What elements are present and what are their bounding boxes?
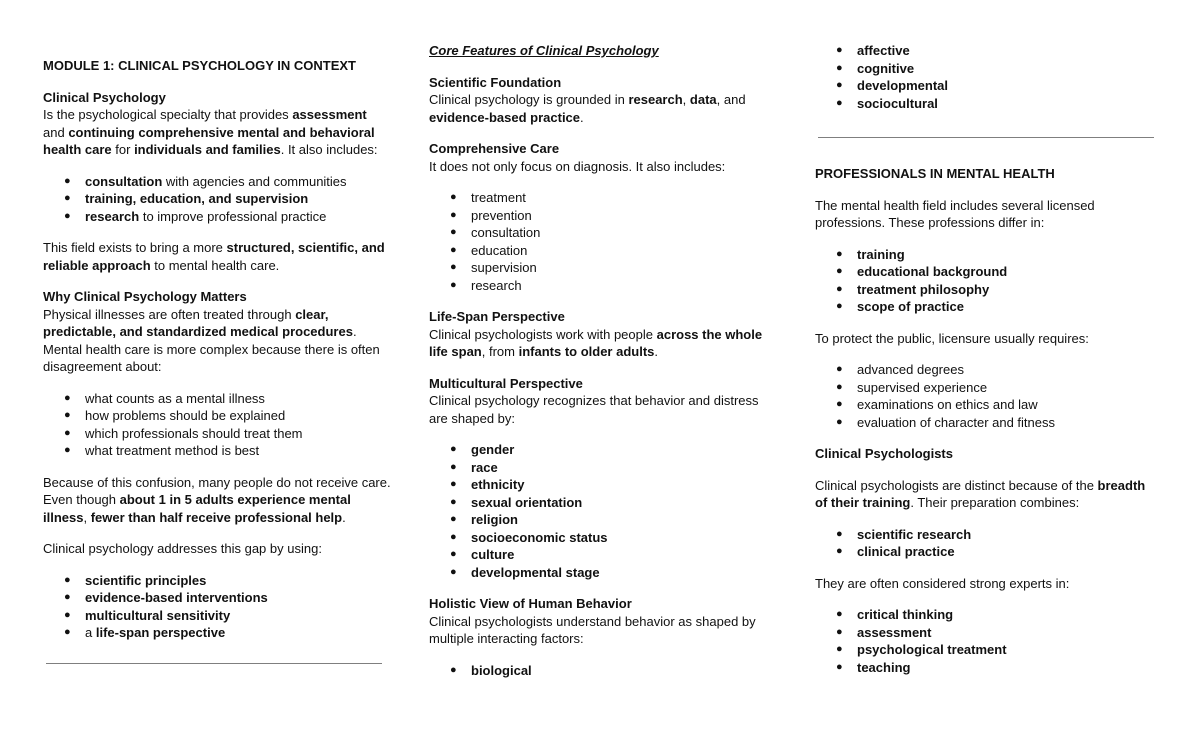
experts-list (815, 606, 1160, 676)
text-run: , and (716, 92, 746, 107)
bold-text: across the whole life span (429, 326, 763, 359)
bold-text: individuals and families (134, 142, 281, 157)
clinical-psychology-heading: Clinical Psychology (43, 89, 166, 105)
preparation-list (815, 526, 1160, 561)
bullet-icon: ● (836, 300, 843, 312)
list-item (429, 662, 779, 680)
list-item (43, 442, 391, 460)
bullet-icon: ● (836, 96, 843, 109)
bold-text: research (85, 208, 140, 224)
list-item (43, 589, 391, 607)
bullet-icon: ● (450, 261, 457, 273)
bullet-icon: ● (836, 660, 843, 673)
list-item (815, 396, 1160, 414)
text-run: Physical illnesses are often treated through (43, 306, 296, 322)
bullet-icon: ● (64, 192, 71, 204)
list-item (429, 494, 779, 512)
bold-text: assessment (292, 107, 367, 122)
list-item (815, 361, 1160, 379)
text-run: to improve professional practice (139, 208, 327, 224)
list-item (815, 95, 1160, 113)
text-run: . (580, 109, 584, 125)
divider-line (818, 137, 1154, 138)
disagreement-list (43, 390, 391, 460)
bold-text: about 1 in 5 adults experience mental illness (43, 492, 351, 525)
text-run: . Their preparation combines: (910, 495, 1080, 510)
bold-text: psychological treatment (857, 642, 1007, 657)
list-item (815, 77, 1160, 95)
bullet-icon: ● (836, 247, 843, 260)
bold-text: developmental stage (471, 564, 600, 580)
text-run: Clinical psychologists are distinct because of the (815, 477, 1098, 493)
list-item (429, 189, 779, 207)
list-item (43, 607, 391, 625)
definition-paragraph (43, 106, 391, 159)
why-heading: Why Clinical Psychology Matters (43, 289, 247, 304)
text-run: evaluation of character and fitness (857, 414, 1056, 430)
list-item (815, 526, 1160, 544)
column-1 (43, 57, 391, 642)
list-item (815, 624, 1160, 642)
text-run: Because of this confusion, many people do not receive care. Even though (43, 474, 391, 507)
text-run: treatment (471, 190, 526, 205)
bold-text: multicultural sensitivity (85, 607, 231, 623)
bullet-icon: ● (450, 565, 457, 578)
list-item (429, 459, 779, 477)
bullet-icon: ● (836, 415, 843, 428)
confusion-paragraph (43, 474, 391, 527)
text-run: supervision (471, 260, 537, 275)
licensure-paragraph: To protect the public, licensure usually requires: (815, 330, 1089, 346)
multicultural-list (429, 441, 779, 581)
text-run: . (342, 509, 346, 525)
bold-text: continuing comprehensive mental and behavioral health care (43, 124, 375, 157)
list-item (43, 190, 391, 208)
text-run: , (682, 92, 690, 107)
list-item (815, 246, 1160, 264)
multicultural-paragraph: Clinical psychology recognizes that behavior and distress are shaped by: (429, 393, 759, 426)
bold-text: consultation (85, 173, 163, 189)
list-item (815, 641, 1160, 659)
bold-text: developmental (857, 78, 949, 93)
bullet-icon: ● (450, 191, 457, 203)
column-2 (429, 42, 779, 679)
bold-text: clear, predictable, and standardized medical procedures (43, 306, 353, 339)
list-item (815, 298, 1160, 316)
bullet-icon: ● (450, 443, 457, 455)
bullet-icon: ● (836, 61, 843, 74)
bold-text: structured, scientific, and reliable approach (43, 240, 385, 273)
professionals-title: PROFESSIONALS IN MENTAL HEALTH (815, 166, 1055, 181)
life-span-paragraph (429, 326, 779, 361)
scientific-foundation-heading: Scientific Foundation (429, 74, 562, 90)
text-run: which professionals should treat them (85, 425, 303, 441)
holistic-paragraph: Clinical psychologists understand behavior as shaped by multiple interacting factors: (429, 613, 756, 646)
bold-text: critical thinking (857, 607, 954, 622)
bullet-icon: ● (450, 226, 457, 238)
text-run: Is the psychological specialty that provides (43, 107, 293, 122)
list-item (43, 173, 391, 191)
text-run: . (654, 344, 659, 359)
bullet-icon: ● (836, 643, 843, 655)
experts-paragraph: They are often considered strong experts in: (815, 575, 1070, 591)
list-item (815, 281, 1160, 299)
bold-text: infants to older adults (518, 344, 655, 359)
list-item (43, 572, 391, 590)
list-item (815, 414, 1160, 432)
text-run: advanced degrees (857, 362, 964, 377)
list-item (429, 259, 779, 277)
bullet-icon: ● (836, 398, 843, 410)
bullet-icon: ● (836, 608, 843, 620)
bold-text: teaching (857, 659, 911, 675)
bold-text: biological (471, 662, 532, 678)
bold-text: assessment (857, 624, 932, 640)
bold-text: gender (471, 442, 515, 457)
bullet-icon: ● (64, 174, 71, 187)
bold-text: ethnicity (471, 477, 525, 492)
bullet-icon: ● (64, 444, 71, 456)
bold-text: sociocultural (857, 95, 938, 111)
bullet-icon: ● (836, 625, 843, 638)
bullet-icon: ● (836, 527, 843, 540)
multicultural-heading: Multicultural Perspective (429, 375, 583, 391)
professions-differ-list (815, 246, 1160, 316)
list-item (43, 407, 391, 425)
list-item (429, 441, 779, 459)
bold-text: life-span perspective (95, 625, 226, 640)
bold-text: scope of practice (857, 299, 964, 314)
bold-text: religion (471, 512, 518, 527)
text-run: to mental health care. (150, 257, 280, 273)
bullet-icon: ● (836, 44, 843, 56)
bold-text: training (857, 246, 905, 262)
list-item (429, 529, 779, 547)
list-item (815, 543, 1160, 561)
list-item (429, 476, 779, 494)
list-item (429, 224, 779, 242)
bullet-icon: ● (64, 608, 71, 621)
list-item (429, 242, 779, 260)
comprehensive-care-list (429, 189, 779, 294)
bullet-icon: ● (836, 363, 843, 375)
bold-text: treatment philosophy (857, 281, 990, 297)
bold-text: data (689, 92, 717, 107)
text-run: Clinical psychologists work with people (429, 326, 657, 342)
list-item (815, 60, 1160, 78)
text-run: . Mental health care is more complex because there is often disagreement about: (43, 324, 380, 374)
bullet-icon: ● (450, 460, 457, 473)
list-item (429, 511, 779, 529)
bullet-icon: ● (836, 545, 843, 557)
bold-text: culture (471, 547, 515, 562)
bullet-icon: ● (450, 243, 457, 256)
comprehensive-care-paragraph: It does not only focus on diagnosis. It also includes: (429, 158, 726, 174)
core-features-title: Core Features of Clinical Psychology (429, 43, 659, 58)
bullet-icon: ● (64, 573, 71, 586)
bold-text: evidence-based practice (429, 109, 581, 125)
clinical-psychologists-paragraph (815, 477, 1160, 512)
text-run: and (43, 124, 69, 140)
text-run: Clinical psychology is grounded in (429, 92, 629, 107)
bullet-icon: ● (450, 278, 457, 291)
bullet-icon: ● (450, 208, 457, 221)
bold-text: affective (857, 43, 910, 58)
bullet-icon: ● (836, 282, 843, 295)
text-run: education (471, 242, 528, 258)
text-run: what treatment method is best (85, 443, 260, 458)
bullet-icon: ● (64, 409, 71, 421)
list-item (815, 659, 1160, 677)
clinical-psychologists-heading: Clinical Psychologists (815, 446, 953, 461)
gap-paragraph: Clinical psychology addresses this gap by using: (43, 541, 322, 556)
field-exists-paragraph (43, 239, 391, 274)
text-run: a (85, 625, 96, 640)
list-item (815, 379, 1160, 397)
text-run: , from (481, 344, 519, 359)
text-run: . It also includes: (280, 142, 378, 157)
list-item (429, 546, 779, 564)
life-span-heading: Life-Span Perspective (429, 309, 565, 324)
list-item (43, 390, 391, 408)
text-run: with agencies and communities (162, 173, 347, 189)
list-item (43, 425, 391, 443)
bullet-icon: ● (450, 478, 457, 490)
bullet-icon: ● (64, 209, 71, 222)
bold-text: breadth of their training (815, 477, 1146, 510)
bullet-icon: ● (450, 530, 457, 543)
bullet-icon: ● (64, 626, 71, 638)
licensure-list (815, 361, 1160, 431)
bold-text: socioeconomic status (471, 529, 608, 545)
professionals-paragraph: The mental health field includes several licensed professions. These professions differ in: (815, 197, 1095, 230)
bold-text: research (628, 92, 683, 107)
bullet-icon: ● (450, 495, 457, 508)
divider-line (46, 663, 382, 664)
list-item (43, 208, 391, 226)
bullet-icon: ● (64, 426, 71, 439)
module-title: MODULE 1: CLINICAL PSYCHOLOGY IN CONTEXT (43, 58, 356, 73)
bold-text: clinical practice (857, 544, 955, 559)
bold-text: educational background (857, 264, 1008, 279)
list-item (43, 624, 391, 642)
why-paragraph (43, 306, 391, 376)
bold-text: fewer than half receive professional help (90, 509, 343, 525)
holistic-heading: Holistic View of Human Behavior (429, 596, 632, 611)
list-item (815, 42, 1160, 60)
text-run: how problems should be explained (85, 408, 286, 423)
bullet-icon: ● (450, 548, 457, 560)
bold-text: training, education, and supervision (85, 191, 309, 206)
list-item (815, 606, 1160, 624)
bold-text: evidence-based interventions (85, 590, 268, 605)
text-run: consultation (471, 225, 541, 240)
bullet-icon: ● (836, 380, 843, 393)
text-run: prevention (471, 207, 532, 223)
bullet-icon: ● (450, 663, 457, 676)
list-item (429, 277, 779, 295)
bullet-icon: ● (836, 79, 843, 91)
text-run: research (471, 277, 522, 293)
bullet-icon: ● (64, 591, 71, 603)
text-run: supervised experience (857, 379, 988, 395)
bullet-icon: ● (64, 391, 71, 404)
factors-list (815, 42, 1160, 112)
scientific-foundation-paragraph (429, 91, 779, 126)
gap-items-list (43, 572, 391, 642)
holistic-list (429, 662, 779, 680)
comprehensive-care-heading: Comprehensive Care (429, 141, 560, 156)
bullet-icon: ● (836, 265, 843, 277)
text-run: what counts as a mental illness (85, 390, 265, 406)
bold-text: cognitive (857, 60, 915, 76)
list-item (429, 207, 779, 225)
text-run: , (83, 509, 91, 525)
includes-list (43, 173, 391, 226)
text-run: for (111, 142, 135, 157)
bold-text: scientific principles (85, 572, 207, 588)
bold-text: sexual orientation (471, 494, 583, 510)
text-run: examinations on ethics and law (857, 397, 1038, 412)
bold-text: scientific research (857, 526, 972, 542)
list-item (429, 564, 779, 582)
bold-text: race (471, 459, 498, 475)
text-run: This field exists to bring a more (43, 240, 227, 255)
bullet-icon: ● (450, 513, 457, 525)
list-item (815, 263, 1160, 281)
